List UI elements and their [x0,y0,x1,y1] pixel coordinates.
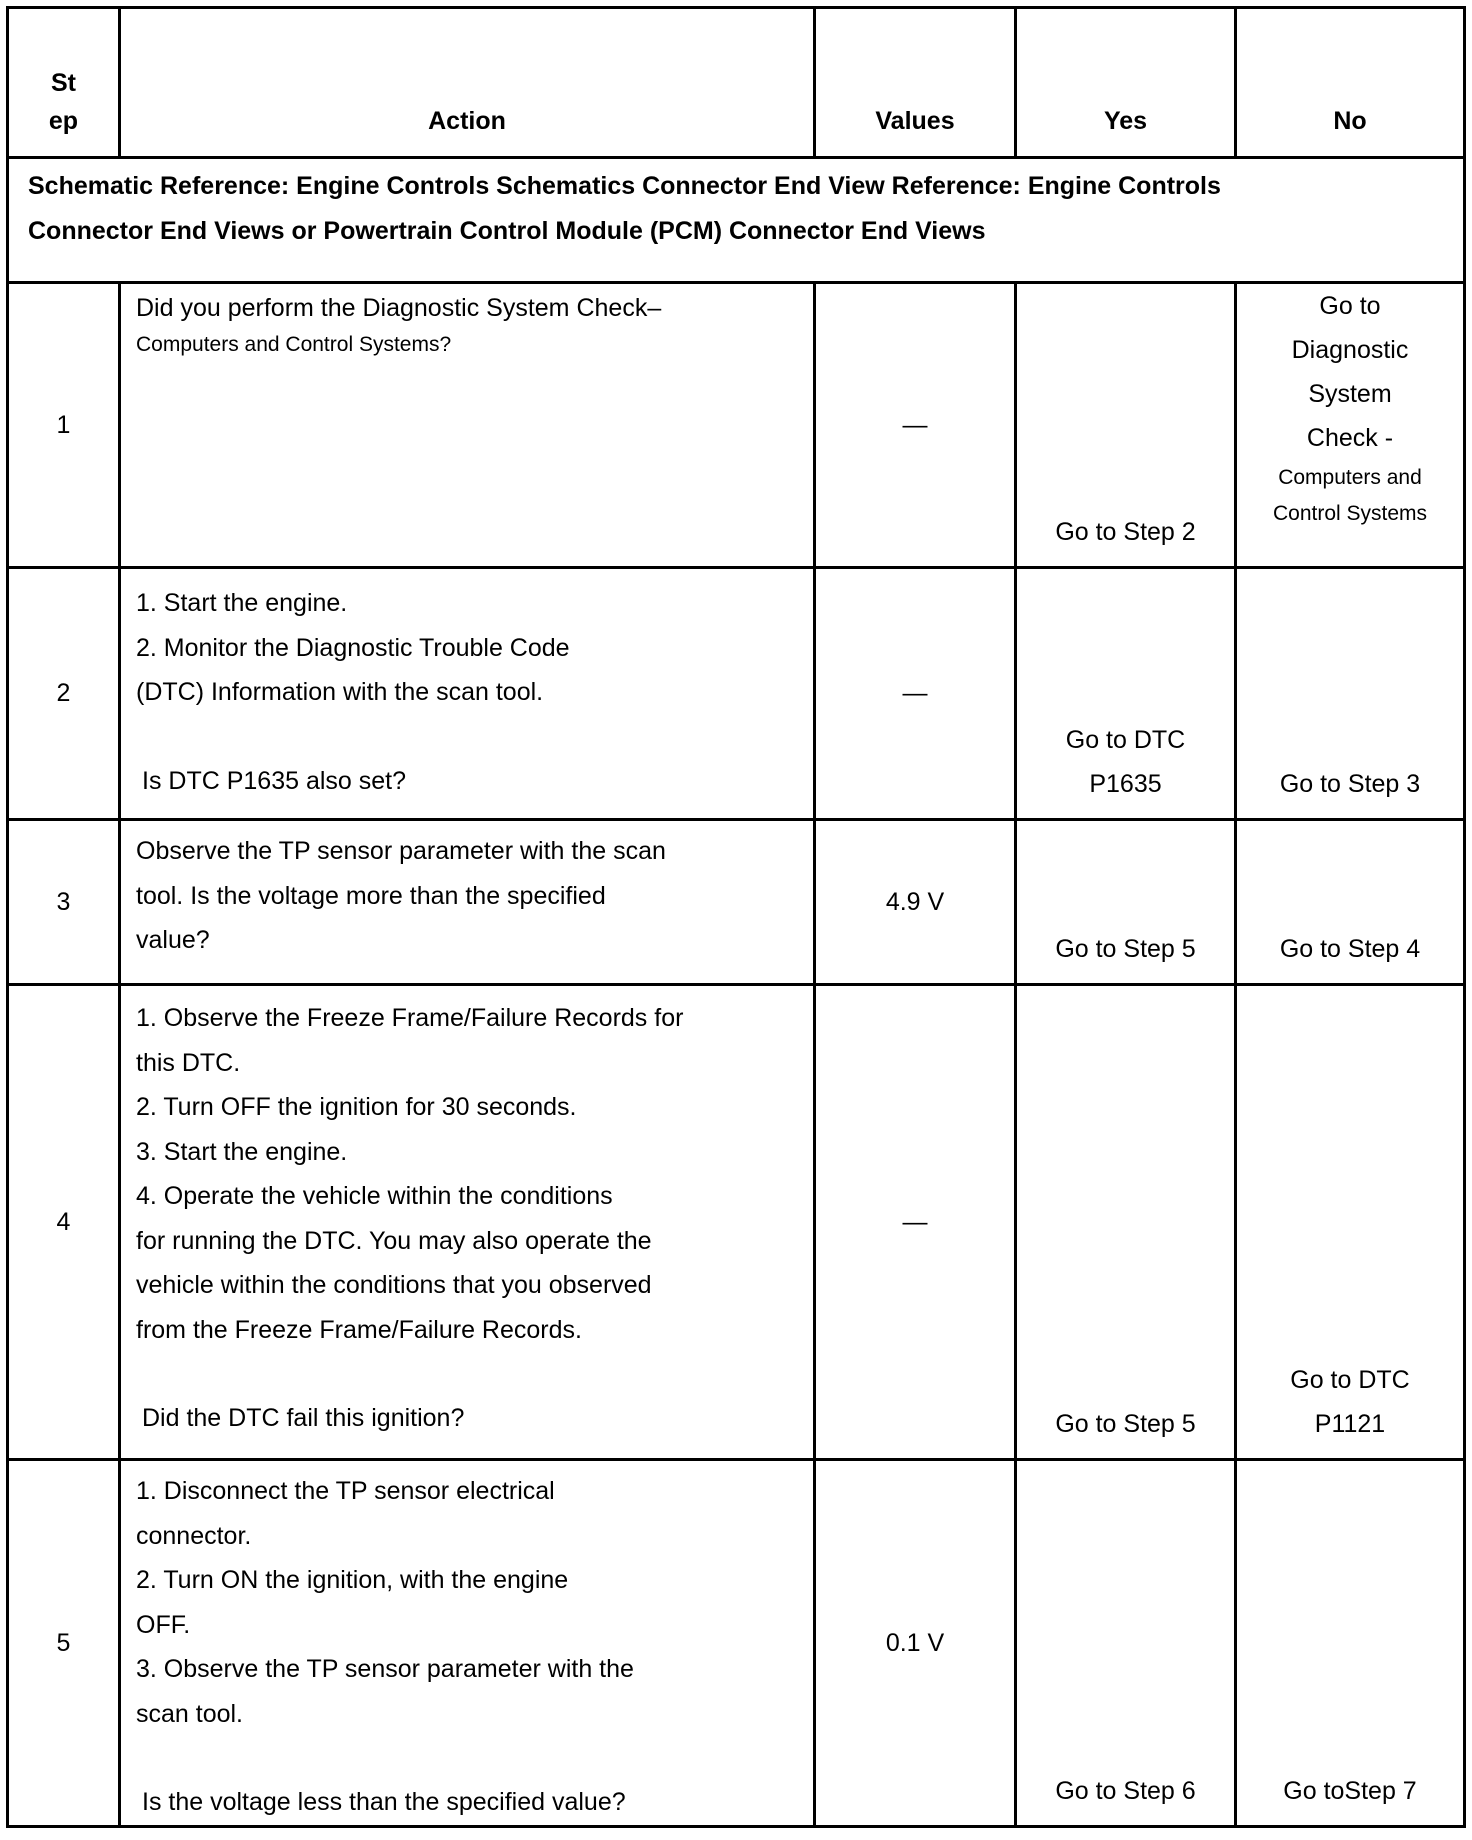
header-no [1237,9,1463,156]
header-step-label: St ep [48,69,79,135]
action-question: Is the voltage less than the specified value? [142,1788,626,1816]
yes-cell [1017,569,1237,818]
diagnostic-table [6,6,1466,1828]
action-question: Is DTC P1635 also set? [142,766,407,795]
action-cell [121,1461,816,1825]
reference-row [9,159,1463,284]
yes-label: Go to Step 5 [1055,1410,1196,1438]
action-line: connector. [136,1521,252,1550]
value-cell: 0.1 V [816,1461,1017,1825]
no-cell [1237,569,1463,818]
action-line: from the Freeze Frame/Failure Records. [136,1315,582,1344]
action-line: Did you perform the Diagnostic System Check– [136,294,662,322]
action-line: 2. Monitor the Diagnostic Trouble Code [136,633,570,662]
step-number: 1 [9,284,121,566]
action-line: 1. Disconnect the TP sensor electrical [136,1477,555,1505]
no-line: Check - [1306,424,1394,452]
no-line: System [1308,380,1392,408]
action-line: scan tool. [136,1699,244,1728]
action-question: Did the DTC fail this ignition? [142,1404,465,1432]
no-label: Go to Step 3 [1279,770,1421,798]
step-number: 4 [9,986,121,1458]
yes-line: Go to DTC [1065,726,1186,754]
yes-cell [1017,986,1237,1458]
no-line: Computers and [1278,466,1422,489]
yes-label: Go to Step 5 [1055,935,1196,963]
header-row [9,9,1463,159]
action-cell [121,569,816,818]
schematic-reference [9,159,1463,254]
no-label: Go to Step 4 [1279,935,1421,963]
no-line: P1121 [1314,1410,1386,1438]
no-label: Go toStep 7 [1283,1777,1417,1805]
no-cell [1237,284,1463,566]
yes-label: Go to Step 2 [1055,518,1196,546]
value-cell: — [816,569,1017,818]
no-cell [1237,821,1463,983]
no-line: Diagnostic [1291,336,1409,364]
reference-line-1: Schematic Reference: Engine Controls Schematics Connector End View Reference: Engine Controls [28,172,1221,200]
value-cell: 4.9 V [816,821,1017,983]
yes-line: P1635 [1089,770,1162,798]
action-line: 3. Start the engine. [136,1137,348,1166]
no-line: Control Systems [1272,502,1428,525]
action-line: 3. Observe the TP sensor parameter with the [136,1655,634,1683]
action-cell [121,821,816,983]
no-cell [1237,986,1463,1458]
header-values [816,9,1017,156]
action-line: (DTC) Information with the scan tool. [136,678,544,706]
header-yes [1017,9,1237,156]
action-line: vehicle within the conditions that you observed [136,1271,652,1299]
table-row [9,284,1463,569]
action-line: this DTC. [136,1048,241,1077]
action-line: Observe the TP sensor parameter with the scan [136,837,666,865]
action-line: OFF. [136,1610,191,1639]
action-cell [121,284,816,566]
yes-label: Go to Step 6 [1055,1777,1196,1805]
action-line: 2. Turn ON the ignition, with the engine [136,1566,569,1594]
no-line: Go to DTC [1290,1366,1410,1394]
action-line: 4. Operate the vehicle within the conditions [136,1182,613,1210]
header-yes-label: Yes [1103,107,1148,135]
no-cell [1237,1461,1463,1825]
step-number: 2 [9,569,121,818]
header-action-label: Action [428,107,506,135]
table-row [9,1461,1463,1825]
table-row [9,986,1463,1461]
action-line: value? [136,926,210,954]
no-line: Go to [1319,292,1381,320]
step-number: 5 [9,1461,121,1825]
header-step [9,9,121,156]
yes-cell [1017,1461,1237,1825]
table-row [9,821,1463,986]
action-line: for running the DTC. You may also operate the [136,1226,652,1255]
header-action [121,9,816,156]
header-values-label: Values [875,107,955,135]
action-line: Computers and Control Systems? [136,332,452,356]
action-line: 1. Observe the Freeze Frame/Failure Records for [136,1004,684,1032]
header-no-label: No [1333,107,1367,135]
action-line: 2. Turn OFF the ignition for 30 seconds. [136,1093,577,1121]
action-line: 1. Start the engine. [136,589,348,617]
action-line: tool. Is the voltage more than the specified [136,881,606,910]
value-cell: — [816,284,1017,566]
yes-cell [1017,284,1237,566]
reference-line-2: Connector End Views or Powertrain Control Module (PCM) Connector End Views [28,217,986,245]
step-number: 3 [9,821,121,983]
value-cell: — [816,986,1017,1458]
action-cell [121,986,816,1458]
table-row [9,569,1463,821]
yes-cell [1017,821,1237,983]
